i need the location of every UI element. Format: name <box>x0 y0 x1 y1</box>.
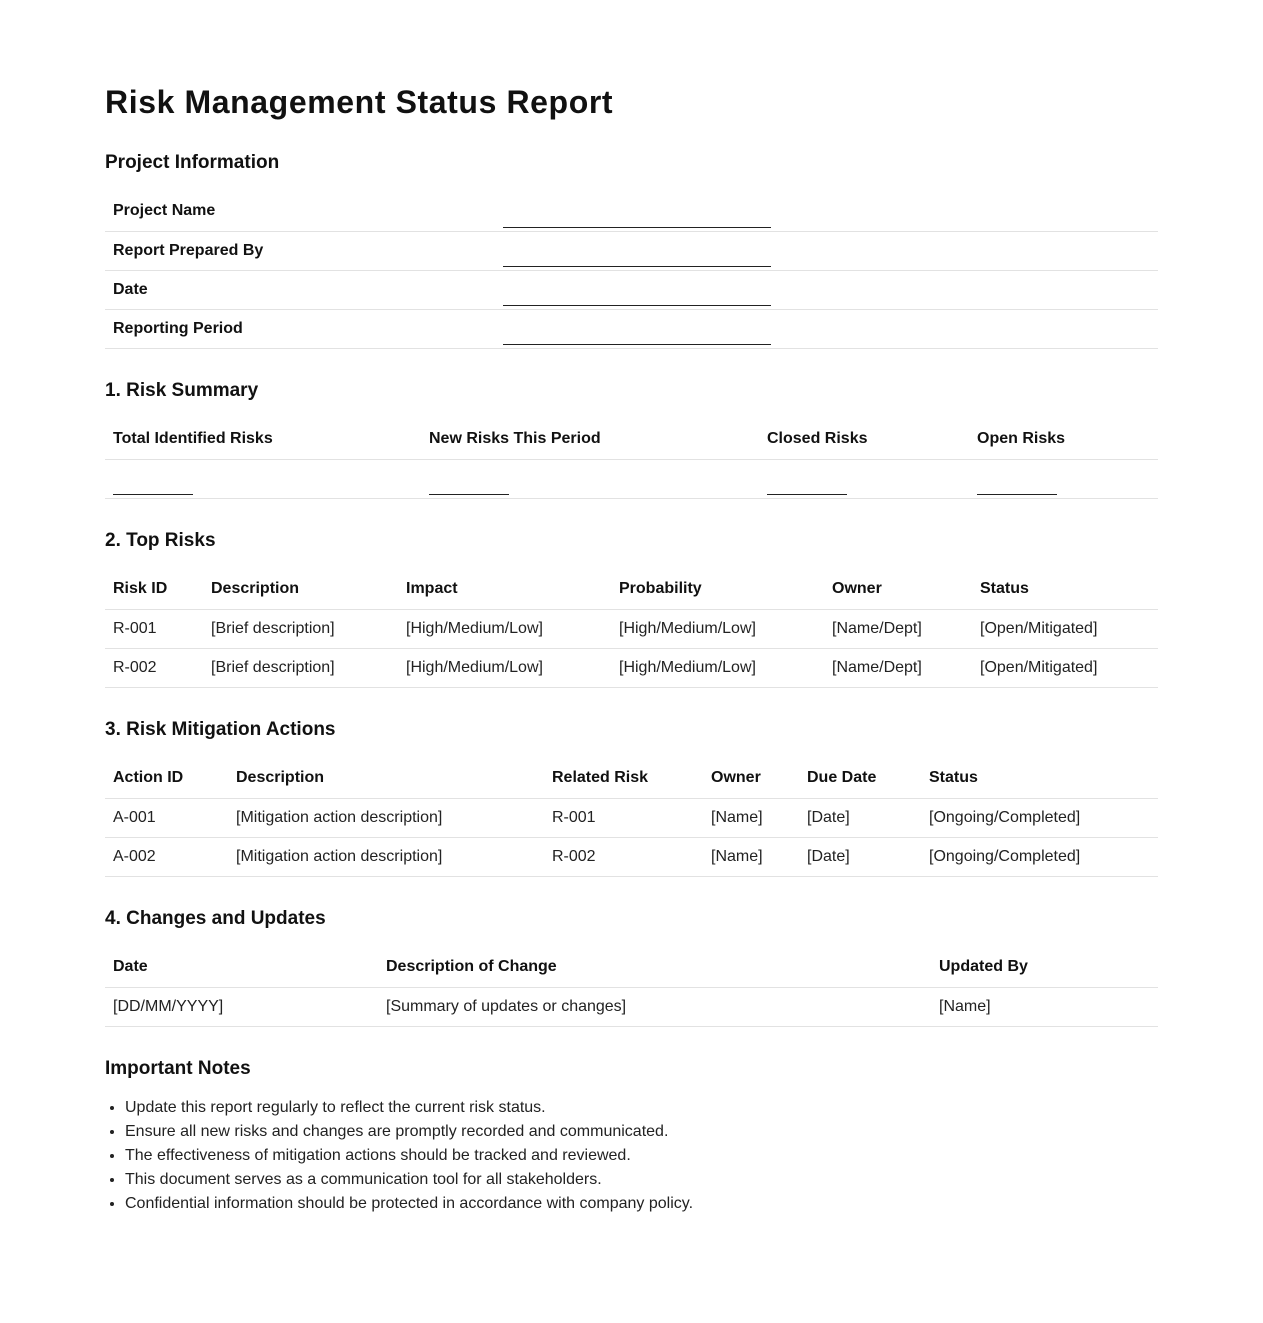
total-risks-blank[interactable] <box>113 477 193 495</box>
table-row <box>105 837 1158 876</box>
open-risks-blank[interactable] <box>977 477 1057 495</box>
table-cell: A-001 <box>105 798 228 837</box>
column-header: Description <box>228 759 544 798</box>
table-cell: [High/Medium/Low] <box>398 648 611 687</box>
project-name-blank[interactable] <box>503 210 771 228</box>
table-cell: [Date] <box>799 798 921 837</box>
project-info-heading: Project Information <box>105 152 280 173</box>
table-cell: [Name] <box>703 837 799 876</box>
list-item: • Update this report regularly to reflect the current risk status. <box>125 1096 693 1120</box>
risk-summary-heading: 1. Risk Summary <box>105 380 259 401</box>
date-blank[interactable] <box>503 288 771 306</box>
column-header: New Risks This Period <box>421 420 759 459</box>
list-item: • The effectiveness of mitigation actions should be tracked and reviewed. <box>125 1144 693 1168</box>
table-cell: [Ongoing/Completed] <box>921 837 1158 876</box>
project-info-row <box>105 231 1158 270</box>
table-row <box>105 987 1158 1026</box>
table-row <box>105 648 1158 687</box>
table-cell: [Open/Mitigated] <box>972 609 1158 648</box>
column-header: Probability <box>611 570 824 609</box>
table-header-row <box>105 570 1158 609</box>
field-label: Reporting Period <box>105 309 495 348</box>
field-label: Date <box>105 270 495 309</box>
prepared-by-blank[interactable] <box>503 249 771 267</box>
mitigation-table <box>105 759 1158 877</box>
column-header: Status <box>972 570 1158 609</box>
table-row <box>105 459 1158 498</box>
table-row <box>105 609 1158 648</box>
table-cell: [Date] <box>799 837 921 876</box>
new-risks-blank[interactable] <box>429 477 509 495</box>
list-item: • Ensure all new risks and changes are promptly recorded and communicated. <box>125 1120 693 1144</box>
table-cell: [Name/Dept] <box>824 648 972 687</box>
column-header: Impact <box>398 570 611 609</box>
column-header: Owner <box>824 570 972 609</box>
changes-heading: 4. Changes and Updates <box>105 908 326 929</box>
table-cell: [Open/Mitigated] <box>972 648 1158 687</box>
column-header: Total Identified Risks <box>105 420 421 459</box>
closed-risks-blank[interactable] <box>767 477 847 495</box>
table-cell: R-002 <box>544 837 703 876</box>
project-info-row <box>105 270 1158 309</box>
table-cell: R-001 <box>544 798 703 837</box>
column-header: Risk ID <box>105 570 203 609</box>
notes-heading: Important Notes <box>105 1058 251 1079</box>
project-info-table <box>105 192 1158 349</box>
project-info-row <box>105 192 1158 231</box>
table-cell: [Mitigation action description] <box>228 837 544 876</box>
list-item: • This document serves as a communication tool for all stakeholders. <box>125 1168 693 1192</box>
page-title: Risk Management Status Report <box>105 84 614 120</box>
table-cell: [High/Medium/Low] <box>611 648 824 687</box>
mitigation-heading: 3. Risk Mitigation Actions <box>105 719 336 740</box>
risk-summary-table <box>105 420 1158 499</box>
reporting-period-blank[interactable] <box>503 327 771 345</box>
notes-list <box>125 1096 693 1216</box>
field-label: Project Name <box>105 192 495 231</box>
table-cell: [High/Medium/Low] <box>611 609 824 648</box>
list-item: • Confidential information should be protected in accordance with company policy. <box>125 1192 693 1216</box>
column-header: Updated By <box>931 948 1158 987</box>
top-risks-table <box>105 570 1158 688</box>
column-header: Due Date <box>799 759 921 798</box>
project-info-row <box>105 309 1158 348</box>
column-header: Description <box>203 570 398 609</box>
table-cell: [Mitigation action description] <box>228 798 544 837</box>
column-header: Closed Risks <box>759 420 969 459</box>
column-header: Related Risk <box>544 759 703 798</box>
table-cell: A-002 <box>105 837 228 876</box>
table-cell: [Brief description] <box>203 648 398 687</box>
top-risks-heading: 2. Top Risks <box>105 530 216 551</box>
table-cell: [Summary of updates or changes] <box>378 987 931 1026</box>
table-header-row <box>105 420 1158 459</box>
table-cell: R-001 <box>105 609 203 648</box>
column-header: Status <box>921 759 1158 798</box>
table-cell: [Name] <box>703 798 799 837</box>
column-header: Description of Change <box>378 948 931 987</box>
field-label: Report Prepared By <box>105 231 495 270</box>
column-header: Owner <box>703 759 799 798</box>
table-header-row <box>105 759 1158 798</box>
changes-table <box>105 948 1158 1027</box>
table-header-row <box>105 948 1158 987</box>
table-cell: [Name/Dept] <box>824 609 972 648</box>
table-row <box>105 798 1158 837</box>
table-cell: R-002 <box>105 648 203 687</box>
column-header: Date <box>105 948 378 987</box>
table-cell: [Brief description] <box>203 609 398 648</box>
table-cell: [DD/MM/YYYY] <box>105 987 378 1026</box>
table-cell: [Name] <box>931 987 1158 1026</box>
column-header: Action ID <box>105 759 228 798</box>
table-cell: [High/Medium/Low] <box>398 609 611 648</box>
table-cell: [Ongoing/Completed] <box>921 798 1158 837</box>
column-header: Open Risks <box>969 420 1158 459</box>
